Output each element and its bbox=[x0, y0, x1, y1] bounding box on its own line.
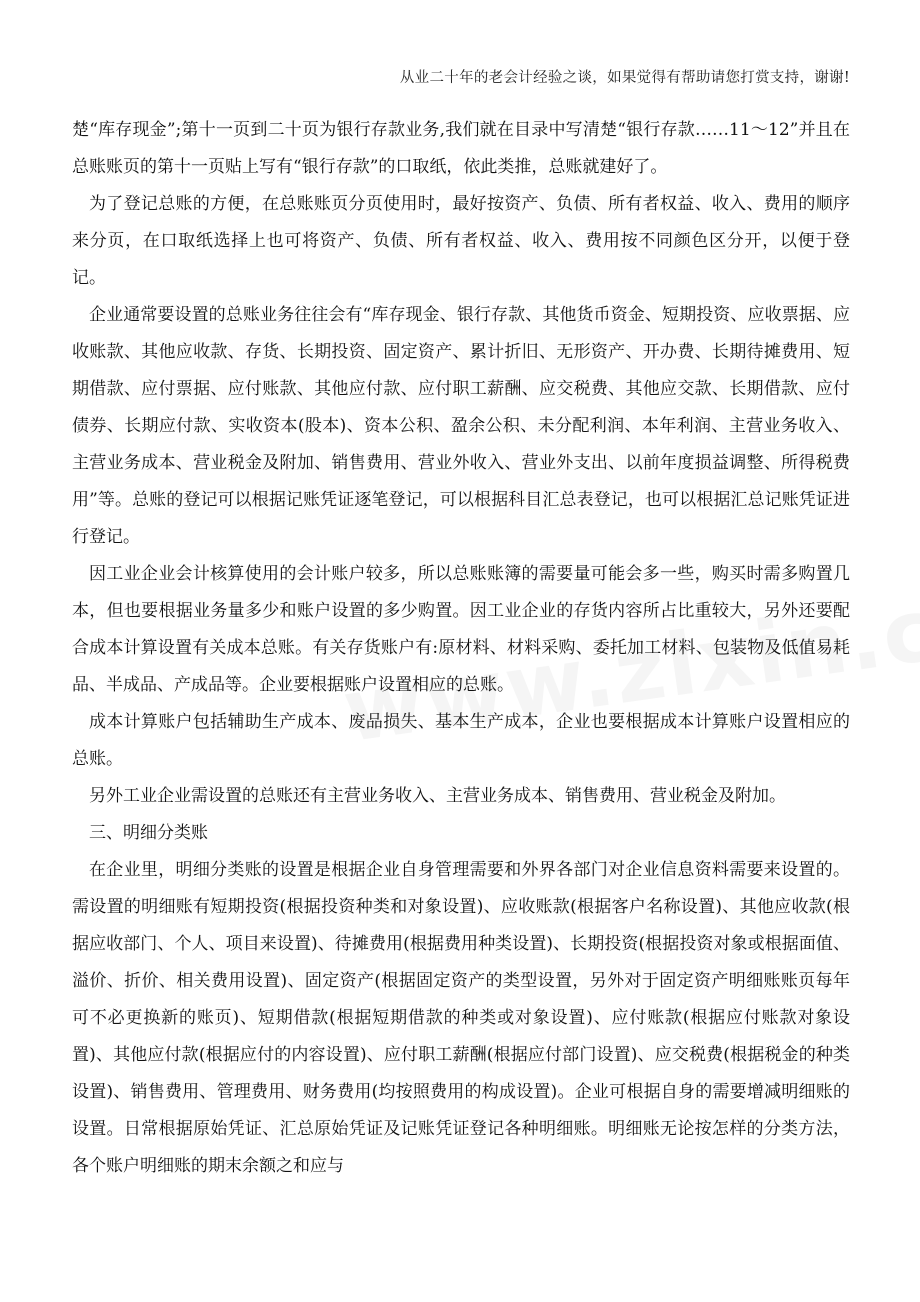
paragraph-continuation: 楚“库存现金”;第十一页到二十页为银行存款业务,我们就在目录中写清楚“银行存款……11～12”并且在总账账页的第十一页贴上写有“银行存款”的口取纸，依此类推，总账就建好了。 bbox=[72, 120, 850, 177]
paragraph: 在企业里，明细分类账的设置是根据企业自身管理需要和外界各部门对企业信息资料需要来设置的。需设置的明细账有短期投资(根据投资种类和对象设置)、应收账款(根据客户名称设置)、其他应收款(根据应收部门、个人、项目来设置)、待摊费用(根据费用种类设置)、长期投资(根据投资对象或根据面值、溢价、折价、相关费用设置)、固定资产(根据固定资产的类型设置，另外对于固定资产明细账账页每年可不必更换新的账页)、短期借款(根据短期借款的种类或对象设置)、应付账款(根据应付账款对象设置)、其他应付款(根据应付的内容设置)、应付职工薪酬(根据应付部门设置)、应交税费(根据税金的种类设置)、销售费用、管理费用、财务费用(均按照费用的构成设置)。企业可根据自身的需要增减明细账的设置。日常根据原始凭证、汇总原始凭证及记账凭证登记各种明细账。明细账无论按怎样的分类方法，各个账户明细账的期末余额之和应与 bbox=[72, 860, 850, 1176]
paragraph: 因工业企业会计核算使用的会计账户较多，所以总账账簿的需要量可能会多一些，购买时需多购置几本，但也要根据业务量多少和账户设置的多少购置。因工业企业的存货内容所占比重较大，另外还要配合成本计算设置有关成本总账。有关存货账户有:原材料、材料采购、委托加工材料、包装物及低值易耗品、半成品、产成品等。企业要根据账户设置相应的总账。 bbox=[72, 564, 850, 695]
header-note: 从业二十年的老会计经验之谈，如果觉得有帮助请您打赏支持，谢谢! bbox=[399, 70, 850, 86]
document-body bbox=[72, 112, 850, 1185]
paragraph: 为了登记总账的方便，在总账账页分页使用时，最好按资产、负债、所有者权益、收入、费用的顺序来分页，在口取纸选择上也可将资产、负债、所有者权益、收入、费用按不同颜色区分开，以便于登记。 bbox=[72, 194, 850, 288]
paragraph: 另外工业企业需设置的总账还有主营业务收入、主营业务成本、销售费用、营业税金及附加。 bbox=[89, 786, 786, 806]
paragraph: 成本计算账户包括辅助生产成本、废品损失、基本生产成本，企业也要根据成本计算账户设置相应的总账。 bbox=[72, 712, 850, 769]
paragraph: 企业通常要设置的总账业务往往会有“库存现金、银行存款、其他货币资金、短期投资、应收票据、应收账款、其他应收款、存货、长期投资、固定资产、累计折旧、无形资产、开办费、长期待摊费用、短期借款、应付票据、应付账款、其他应付款、应付职工薪酬、应交税费、其他应交款、长期借款、应付债券、长期应付款、实收资本(股本)、资本公积、盈余公积、未分配利润、本年利润、主营业务收入、主营业务成本、营业税金及附加、销售费用、营业外收入、营业外支出、以前年度损益调整、所得税费用”等。总账的登记可以根据记账凭证逐笔登记，可以根据科目汇总表登记，也可以根据汇总记账凭证进行登记。 bbox=[72, 305, 850, 547]
section-heading: 三、明细分类账 bbox=[89, 823, 208, 843]
